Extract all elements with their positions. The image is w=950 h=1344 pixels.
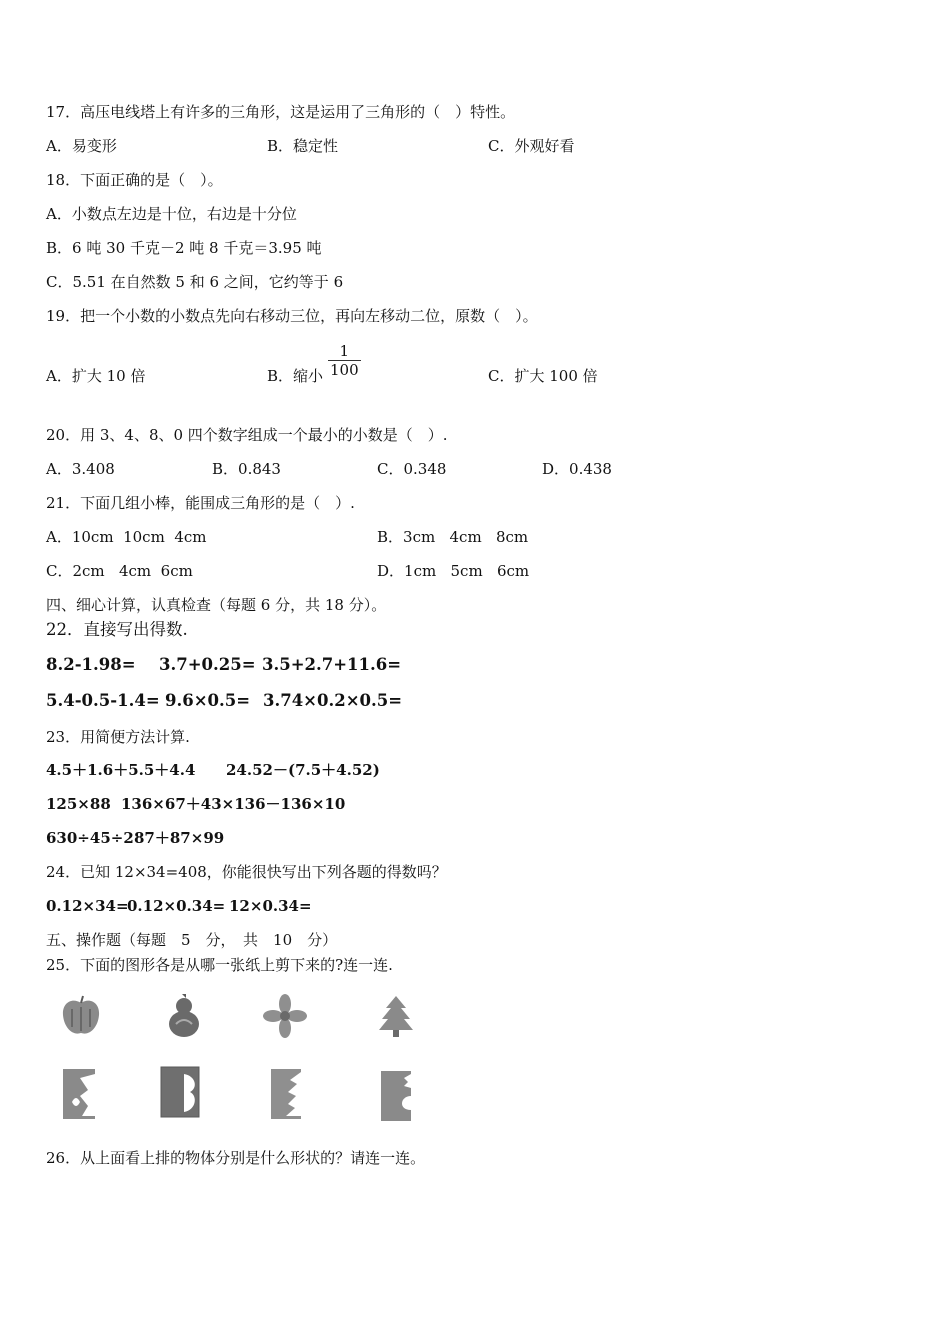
- paper-cut-1-icon[interactable]: [62, 1068, 96, 1120]
- q24-expr: 0.12×34=: [46, 897, 129, 915]
- q20-option-c[interactable]: C．0.348: [377, 460, 447, 478]
- q26-stem: 26．从上面看上排的物体分别是什么形状的？请连一连。: [46, 1149, 426, 1167]
- q17-stem: 17．高压电线塔上有许多的三角形，这是运用了三角形的（ ）特性。: [46, 103, 516, 121]
- q22-expr: 3.5+2.7+11.6=: [262, 655, 402, 674]
- q17-option-c[interactable]: C．外观好看: [488, 137, 575, 155]
- q22-expr: 3.74×0.2×0.5=: [263, 691, 403, 710]
- q21-stem: 21．下面几组小棒，能围成三角形的是（ ）.: [46, 494, 355, 512]
- q21-option-a[interactable]: A．10cm 10cm 4cm: [46, 528, 207, 546]
- q18-option-a[interactable]: A．小数点左边是十位，右边是十分位: [46, 205, 297, 223]
- q17-option-b[interactable]: B．稳定性: [267, 137, 339, 155]
- q24-expr: 12×0.34=: [229, 897, 312, 915]
- fraction-numerator: 1: [339, 342, 350, 360]
- fraction-denominator: 100: [330, 361, 359, 379]
- q19-option-a[interactable]: A．扩大 10 倍: [46, 367, 146, 385]
- q23-expr: 87＋87×99: [134, 829, 225, 847]
- q23-expr: 4.5＋1.6＋5.5＋4.4: [46, 761, 196, 779]
- q25-stem: 25．下面的图形各是从哪一张纸上剪下来的?连一连.: [46, 956, 393, 974]
- q23-stem: 23．用简便方法计算.: [46, 728, 190, 746]
- q23-expr: 136×67＋43×136－136×10: [121, 795, 346, 813]
- q22-expr: 5.4-0.5-1.4=: [46, 691, 160, 710]
- q20-stem: 20．用 3、4、8、0 四个数字组成一个最小的小数是（ ）.: [46, 426, 448, 444]
- q21-option-b[interactable]: B．3cm 4cm 8cm: [377, 528, 529, 546]
- paper-cut-4-icon[interactable]: [380, 1070, 412, 1122]
- q18-stem: 18．下面正确的是（ ）。: [46, 171, 223, 189]
- q20-option-d[interactable]: D．0.438: [542, 460, 612, 478]
- q19-fraction: [328, 342, 361, 379]
- q19-option-c[interactable]: C．扩大 100 倍: [488, 367, 598, 385]
- paper-cut-2-icon[interactable]: [160, 1066, 200, 1118]
- q22-expr: 9.6×0.5=: [165, 691, 251, 710]
- q19-option-b[interactable]: B．缩小: [267, 367, 324, 385]
- gourd-icon[interactable]: [162, 992, 206, 1040]
- tree-icon[interactable]: [376, 994, 416, 1038]
- q18-option-b[interactable]: B．6 吨 30 千克－2 吨 8 千克＝3.95 吨: [46, 239, 322, 257]
- section-4-heading: 四、细心计算，认真检查（每题 6 分，共 18 分）。: [46, 596, 387, 614]
- q22-stem: 22．直接写出得数.: [46, 620, 188, 639]
- q21-option-d[interactable]: D．1cm 5cm 6cm: [377, 562, 530, 580]
- q22-expr: 3.7+0.25=: [159, 655, 256, 674]
- q21-option-c[interactable]: C．2cm 4cm 6cm: [46, 562, 193, 580]
- q18-option-c[interactable]: C．5.51 在自然数 5 和 6 之间，它约等于 6: [46, 273, 344, 291]
- q20-option-b[interactable]: B．0.843: [212, 460, 281, 478]
- q23-expr: 125×88: [46, 795, 111, 813]
- q24-expr: 0.12×0.34=: [127, 897, 226, 915]
- q17-option-a[interactable]: A．易变形: [46, 137, 117, 155]
- section-5-heading: 五、操作题（每题 5 分， 共 10 分）: [46, 931, 338, 949]
- q20-option-a[interactable]: A．3.408: [46, 460, 115, 478]
- q22-expr: 8.2-1.98=: [46, 655, 136, 674]
- flower-icon[interactable]: [262, 994, 308, 1038]
- q19-stem: 19．把一个小数的小数点先向右移动三位，再向左移动二位，原数（ ）。: [46, 307, 538, 325]
- q23-expr: 630÷45÷2: [46, 829, 134, 847]
- apple-icon[interactable]: [58, 993, 104, 1039]
- paper-cut-3-icon[interactable]: [270, 1068, 302, 1120]
- q24-stem: 24．已知 12×34=408，你能很快写出下列各题的得数吗？: [46, 863, 447, 881]
- q23-expr: 24.52－(7.5＋4.52): [226, 761, 380, 779]
